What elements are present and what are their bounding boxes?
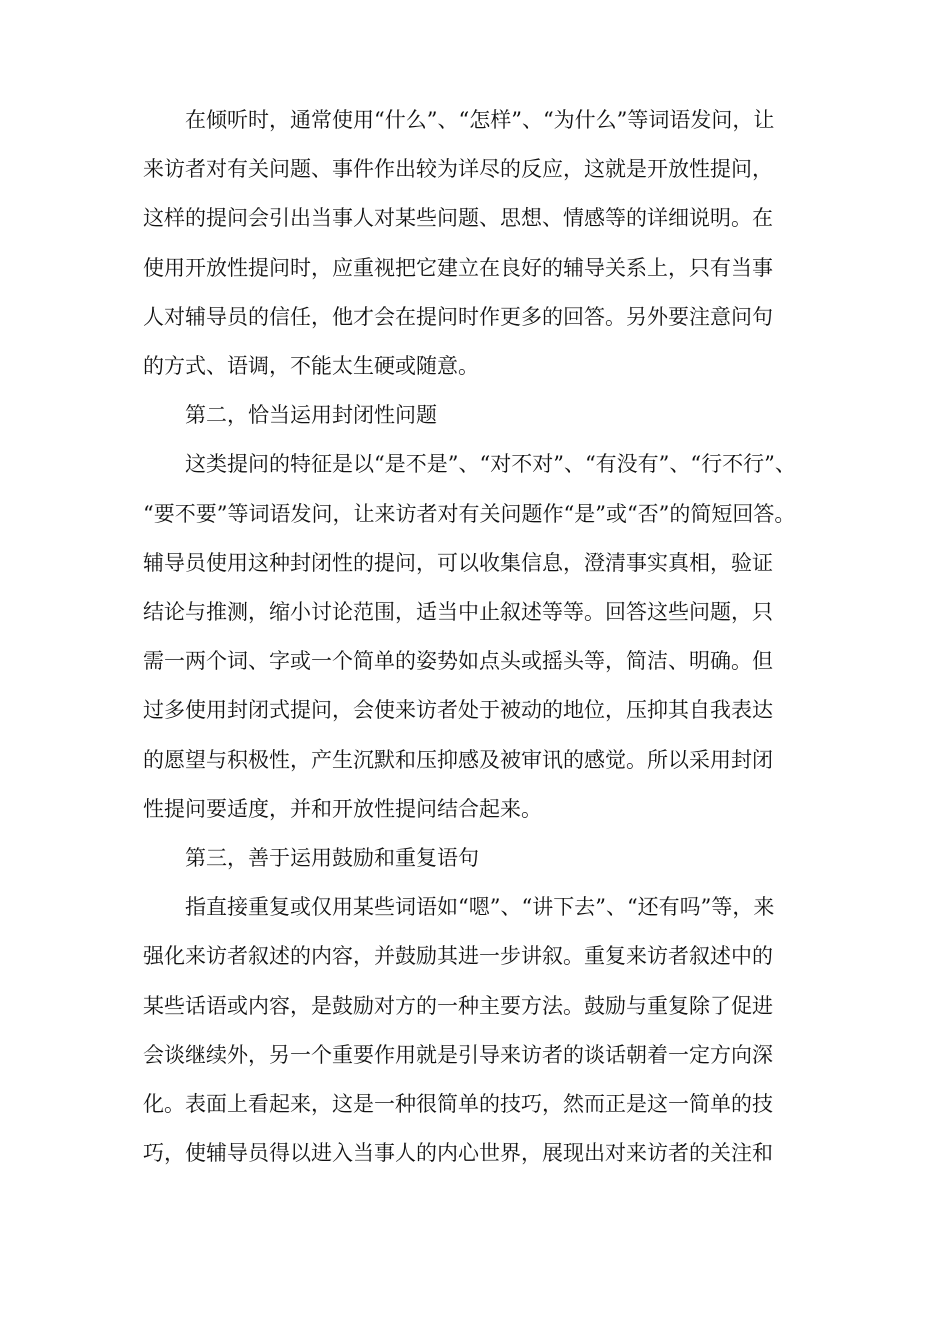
text-line: 结论与推测，缩小讨论范围，适当中止叙述等等。回答这些问题，只 <box>143 600 773 625</box>
paragraph-encouragement <box>143 883 819 1178</box>
text-line: 使用开放性提问时，应重视把它建立在良好的辅导关系上，只有当事 <box>143 255 773 280</box>
text-line: 这样的提问会引出当事人对某些问题、思想、情感等的详细说明。在 <box>143 206 773 231</box>
paragraph-open-questions <box>143 96 819 391</box>
text-line: “要不要”等词语发问，让来访者对有关问题作“是”或“否”的简短回答。 <box>143 501 796 526</box>
text-line: 性提问要适度，并和开放性提问结合起来。 <box>143 796 542 821</box>
text-line: 过多使用封闭式提问，会使来访者处于被动的地位，压抑其自我表达 <box>143 698 773 723</box>
text-line: 某些话语或内容，是鼓励对方的一种主要方法。鼓励与重复除了促进 <box>143 993 773 1018</box>
document-body <box>143 96 819 1178</box>
text-line: 需一两个词、字或一个简单的姿势如点头或摇头等，简洁、明确。但 <box>143 649 773 674</box>
heading-line: 第二，恰当运用封闭性问题 <box>185 403 437 428</box>
text-line: 会谈继续外，另一个重要作用就是引导来访者的谈话朝着一定方向深 <box>143 1042 773 1067</box>
section-heading-encouragement <box>143 834 819 883</box>
text-line: 巧，使辅导员得以进入当事人的内心世界，展现出对来访者的关注和 <box>143 1141 773 1166</box>
text-line: 辅导员使用这种封闭性的提问，可以收集信息，澄清事实真相，验证 <box>143 550 773 575</box>
section-heading-closed-questions <box>143 391 819 440</box>
paragraph-closed-questions <box>143 440 819 834</box>
text-line: 来访者对有关问题、事件作出较为详尽的反应，这就是开放性提问， <box>143 157 773 182</box>
text-line: 这类提问的特征是以“是不是”、“对不对”、“有没有”、“行不行”、 <box>185 452 796 477</box>
text-line: 化。表面上看起来，这是一种很简单的技巧，然而正是这一简单的技 <box>143 1092 773 1117</box>
text-line: 在倾听时，通常使用“什么”、“怎样”、“为什么”等词语发问，让 <box>185 108 775 132</box>
text-line: 的愿望与积极性，产生沉默和压抑感及被审讯的感觉。所以采用封闭 <box>143 747 773 772</box>
text-line: 指直接重复或仅用某些词语如“嗯”、“讲下去”、“还有吗”等，来 <box>185 895 775 920</box>
heading-line: 第三，善于运用鼓励和重复语句 <box>185 846 479 871</box>
text-line: 的方式、语调，不能太生硬或随意。 <box>143 354 479 379</box>
text-line: 强化来访者叙述的内容，并鼓励其进一步讲叙。重复来访者叙述中的 <box>143 944 773 969</box>
text-line: 人对辅导员的信任，他才会在提问时作更多的回答。另外要注意问句 <box>143 304 773 329</box>
